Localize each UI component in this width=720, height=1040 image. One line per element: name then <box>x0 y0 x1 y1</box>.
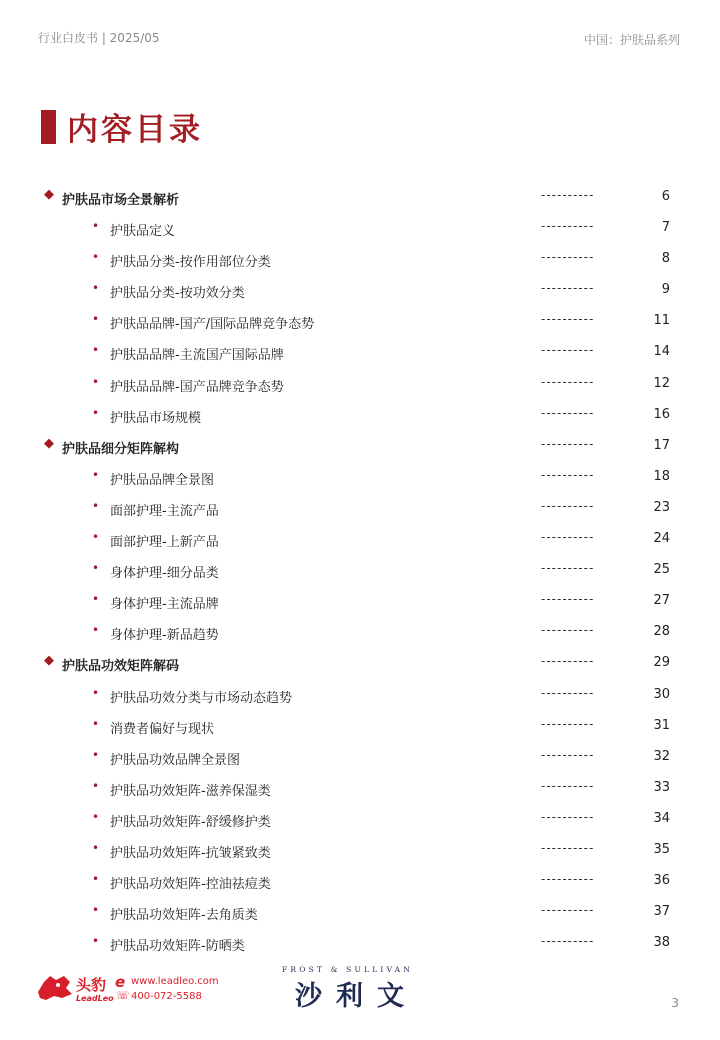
toc-entry-label: 面部护理-主流产品 <box>110 503 219 519</box>
dot-bullet-icon: • <box>92 903 100 918</box>
toc-subsection-row[interactable] <box>0 928 720 959</box>
toc-subsection-row[interactable] <box>0 462 720 493</box>
toc-page-number: 16 <box>653 406 670 422</box>
toc-entry-label: 护肤品品牌-主流国产国际品牌 <box>110 348 284 364</box>
toc-leader-dots: ---------- <box>541 312 595 327</box>
toc-subsection-row[interactable] <box>0 337 720 368</box>
toc-leader-dots: ---------- <box>541 934 595 949</box>
toc-subsection-row[interactable] <box>0 680 720 711</box>
dot-bullet-icon: • <box>92 219 100 234</box>
table-of-contents <box>0 182 720 959</box>
toc-subsection-row[interactable] <box>0 275 720 306</box>
toc-entry-label: 身体护理-主流品牌 <box>110 597 219 613</box>
toc-page-number: 23 <box>653 499 670 515</box>
dot-bullet-icon: • <box>92 747 100 762</box>
dot-bullet-icon: • <box>92 934 100 949</box>
diamond-bullet-icon: ◆ <box>44 435 54 451</box>
dot-bullet-icon: • <box>92 685 100 700</box>
toc-leader-dots: ---------- <box>541 343 595 358</box>
toc-entry-label: 护肤品市场全景解析 <box>62 193 180 208</box>
toc-leader-dots: ---------- <box>541 530 595 545</box>
toc-page-number: 33 <box>653 779 670 795</box>
toc-page-number: 12 <box>653 375 670 391</box>
toc-leader-dots: ---------- <box>541 561 595 576</box>
toc-entry-label: 护肤品分类-按作用部位分类 <box>110 255 271 271</box>
toc-subsection-row[interactable] <box>0 617 720 648</box>
toc-subsection-row[interactable] <box>0 400 720 431</box>
dot-bullet-icon: • <box>92 467 100 482</box>
toc-entry-label: 护肤品市场规模 <box>110 410 202 426</box>
toc-leader-dots: ---------- <box>541 840 595 855</box>
toc-entry-label: 面部护理-上新产品 <box>110 535 219 551</box>
toc-leader-dots: ---------- <box>541 467 595 482</box>
dot-bullet-icon: • <box>92 561 100 576</box>
dot-bullet-icon: • <box>92 778 100 793</box>
leadleo-cn-name: 头豹 <box>76 976 107 994</box>
dot-bullet-icon: • <box>92 530 100 545</box>
page-number: 3 <box>671 996 679 1010</box>
frost-sullivan-en-logo: FROST & SULLIVAN <box>282 965 414 974</box>
toc-entry-label: 身体护理-细分品类 <box>110 566 219 582</box>
frost-sullivan-cn-logo: 沙利文 <box>295 981 418 1012</box>
dot-bullet-icon: • <box>92 343 100 358</box>
toc-leader-dots: ---------- <box>541 903 595 918</box>
dot-bullet-icon: • <box>92 312 100 327</box>
toc-leader-dots: ---------- <box>541 809 595 824</box>
header-right-text: 中国：护肤品系列 <box>583 33 680 47</box>
dot-bullet-icon: • <box>92 716 100 731</box>
toc-page-number: 24 <box>653 531 670 547</box>
toc-subsection-row[interactable] <box>0 586 720 617</box>
toc-page-number: 38 <box>653 935 670 951</box>
toc-entry-label: 护肤品功效矩阵-抗皱紧致类 <box>110 845 271 861</box>
title-accent-bar <box>41 110 56 144</box>
toc-subsection-row[interactable] <box>0 835 720 866</box>
toc-page-number: 7 <box>661 220 670 236</box>
toc-entry-label: 护肤品功效分类与市场动态趋势 <box>110 690 293 706</box>
toc-entry-label: 护肤品品牌全景图 <box>110 472 215 488</box>
toc-subsection-row[interactable] <box>0 897 720 928</box>
toc-page-number: 18 <box>653 468 670 484</box>
toc-page-number: 28 <box>653 624 670 640</box>
diamond-bullet-icon: ◆ <box>44 187 54 202</box>
toc-subsection-row[interactable] <box>0 742 720 773</box>
toc-entry-label: 身体护理-新品趋势 <box>110 628 219 644</box>
dot-bullet-icon: • <box>92 281 100 296</box>
toc-entry-label: 护肤品功效矩阵-舒缓修护类 <box>110 814 271 830</box>
toc-entry-label: 护肤品细分矩阵解构 <box>62 441 180 457</box>
toc-entry-label: 护肤品品牌-国产/国际品牌竞争态势 <box>110 317 315 333</box>
toc-subsection-row[interactable] <box>0 524 720 555</box>
toc-entry-label: 护肤品功效矩阵-滋养保湿类 <box>110 783 271 799</box>
toc-subsection-row[interactable] <box>0 555 720 586</box>
dot-bullet-icon: • <box>92 498 100 513</box>
toc-entry-label: 护肤品功效矩阵-防晒类 <box>110 939 245 955</box>
leadleo-fox-icon <box>36 972 74 1002</box>
toc-leader-dots: ---------- <box>541 250 595 265</box>
dot-bullet-icon: • <box>92 872 100 887</box>
toc-leader-dots: ---------- <box>541 716 595 731</box>
dot-bullet-icon: • <box>92 405 100 420</box>
toc-page-number: 11 <box>653 313 670 329</box>
toc-page-number: 31 <box>653 717 670 733</box>
toc-section-row[interactable] <box>0 648 720 679</box>
toc-leader-dots: ---------- <box>541 592 595 607</box>
toc-entry-label: 护肤品功效矩阵解码 <box>62 659 180 675</box>
toc-leader-dots: ---------- <box>541 747 595 762</box>
toc-subsection-row[interactable] <box>0 804 720 835</box>
toc-leader-dots: ---------- <box>541 872 595 887</box>
toc-subsection-row[interactable] <box>0 306 720 337</box>
toc-subsection-row[interactable] <box>0 711 720 742</box>
dot-bullet-icon: • <box>92 623 100 638</box>
toc-page-number: 29 <box>653 655 670 671</box>
toc-page-number: 27 <box>653 593 670 609</box>
toc-leader-dots: ---------- <box>541 654 595 669</box>
dot-bullet-icon: • <box>92 250 100 265</box>
toc-entry-label: 护肤品功效矩阵-控油祛痘类 <box>110 877 271 893</box>
toc-page-number: 34 <box>653 810 670 826</box>
toc-entry-label: 护肤品品牌-国产品牌竞争态势 <box>110 379 284 395</box>
leadleo-en-name: LeadLeo <box>76 994 114 1003</box>
toc-page-number: 25 <box>653 562 670 578</box>
toc-page-number: 14 <box>653 344 670 360</box>
dot-bullet-icon: • <box>92 809 100 824</box>
toc-leader-dots: ---------- <box>541 219 595 234</box>
toc-entry-label: 护肤品功效品牌全景图 <box>110 752 241 768</box>
toc-section-row[interactable] <box>0 182 720 213</box>
toc-page-number: 32 <box>653 748 670 764</box>
dot-bullet-icon: • <box>92 374 100 389</box>
toc-subsection-row[interactable] <box>0 773 720 804</box>
toc-leader-dots: ---------- <box>541 188 595 202</box>
toc-page-number: 35 <box>653 841 670 857</box>
leadleo-logo <box>36 972 276 1006</box>
toc-leader-dots: ---------- <box>541 436 595 451</box>
toc-leader-dots: ---------- <box>541 623 595 638</box>
toc-page-number: 17 <box>653 437 670 453</box>
website-link[interactable]: www.leadleo.com <box>131 976 219 987</box>
toc-leader-dots: ---------- <box>541 685 595 700</box>
toc-page-number: 6 <box>661 189 670 204</box>
toc-section-row[interactable] <box>0 431 720 462</box>
toc-entry-label: 护肤品功效矩阵-去角质类 <box>110 908 258 924</box>
toc-subsection-row[interactable] <box>0 493 720 524</box>
dot-bullet-icon: • <box>92 840 100 855</box>
header-left-text: 行业白皮书 | 2025/05 <box>38 31 160 45</box>
web-icon: e <box>115 973 126 991</box>
toc-leader-dots: ---------- <box>541 374 595 389</box>
toc-leader-dots: ---------- <box>541 778 595 793</box>
toc-leader-dots: ---------- <box>541 405 595 420</box>
toc-page-number: 36 <box>653 873 670 889</box>
phone-icon: ☏ <box>116 989 130 1002</box>
toc-subsection-row[interactable] <box>0 369 720 400</box>
toc-entry-label: 护肤品分类-按功效分类 <box>110 286 245 302</box>
page-title: 内容目录 <box>67 112 203 148</box>
toc-page-number: 9 <box>661 282 670 298</box>
toc-leader-dots: ---------- <box>541 498 595 513</box>
toc-page-number: 8 <box>661 251 670 267</box>
toc-page-number: 30 <box>653 686 670 702</box>
toc-subsection-row[interactable] <box>0 213 720 244</box>
toc-page-number: 37 <box>653 904 670 920</box>
toc-subsection-row[interactable] <box>0 244 720 275</box>
toc-leader-dots: ---------- <box>541 281 595 296</box>
dot-bullet-icon: • <box>92 592 100 607</box>
toc-entry-label: 消费者偏好与现状 <box>110 721 215 737</box>
phone-number: 400-072-5588 <box>131 991 202 1002</box>
toc-subsection-row[interactable] <box>0 866 720 897</box>
toc-entry-label: 护肤品定义 <box>110 224 176 240</box>
diamond-bullet-icon: ◆ <box>44 653 54 669</box>
